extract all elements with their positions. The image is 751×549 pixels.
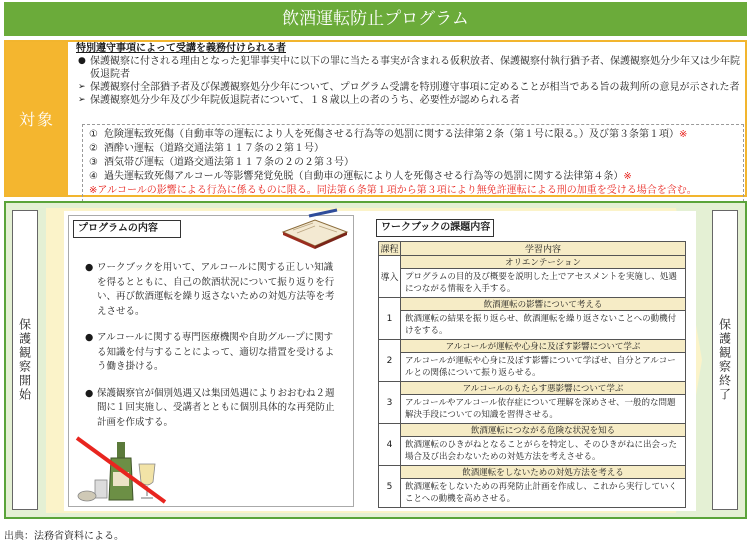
workbook-heading: ワークブックの課題内容 xyxy=(376,219,494,237)
content-column-header: 学習内容 xyxy=(401,242,686,256)
program-item xyxy=(85,387,341,431)
target-label: 対象 xyxy=(6,42,68,195)
probation-end-label: 保護観察終了 xyxy=(717,318,732,402)
probation-end-tag xyxy=(712,210,738,510)
crime-item xyxy=(89,156,737,170)
workbook-table xyxy=(378,241,686,508)
probation-start-tag xyxy=(12,210,38,510)
arrow-marker-icon: ➢ xyxy=(78,82,86,92)
table-row xyxy=(379,382,686,395)
crime-num: ① xyxy=(89,129,98,140)
unit-description: 飲酒運転の結果を振り返らせ、飲酒運転を繰り返さないことへの動機付けをする。 xyxy=(401,311,686,340)
course-num: 2 xyxy=(379,340,401,382)
table-header-row xyxy=(379,242,686,256)
table-row xyxy=(379,424,686,437)
unit-title: オリエンテーション xyxy=(401,256,686,269)
target-arrow-text-1: 保護観察付全部猶予者及び保護観察処分少年について、プログラム受講を特別遵守事項に定めることが相当である旨の裁判所の意見が示された者 xyxy=(90,82,740,93)
program-item-text: アルコールに関する専門医療機関や自助グループに関する知識を付与することによって、適切な措置を受けるよう働き掛ける。 xyxy=(97,332,335,372)
unit-title: 飲酒運転につながる危険な状況を知る xyxy=(401,424,686,437)
target-bullet-text: 保護観察に付される理由となった犯罪事実中に以下の罪に当たる事実が含まれる仮釈放者、保護観察付執行猶予者、保護観察処分少年又は少年院仮退院者 xyxy=(90,56,740,80)
unit-description: 飲酒運転をしないための再発防止計画を作成し、これから実行していくことへの動機を高めさせる。 xyxy=(401,479,686,508)
unit-description: アルコールが運転や心身に及ぼす影響について学ばせ、自分とアルコールとの関係について振り返らせる。 xyxy=(401,353,686,382)
probation-start-label: 保護観察開始 xyxy=(17,318,32,402)
crime-text: 危険運転致死傷（自動車等の運転により人を死傷させる行為等の処罰に関する法律第２条（第１号に限る。）及び第３条第１項） xyxy=(104,129,679,140)
target-arrow-text-2: 保護観察処分少年及び少年院仮退院者について、１８歳以上の者のうち、必要性が認められる者 xyxy=(90,95,520,106)
program-item-list xyxy=(85,261,341,442)
no-alcohol-icon xyxy=(73,434,169,504)
arrow-marker-icon: ➢ xyxy=(78,95,86,105)
unit-title: アルコールのもたらす悪影響について学ぶ xyxy=(401,382,686,395)
workbook-illustration-icon xyxy=(279,208,351,250)
target-section xyxy=(4,40,747,197)
table-row xyxy=(379,437,686,466)
target-heading: 特別遵守事項によって受講を義務付けられる者 xyxy=(76,43,286,54)
program-item-text: ワークブックを用いて、アルコールに関する正しい知識を得るとともに、自己の飲酒状況について振り返りを行い、再び飲酒運転を繰り返さないための対処方法等を考えさせる。 xyxy=(97,262,335,317)
bullet-marker: ● xyxy=(85,332,94,343)
course-column-header: 課程 xyxy=(379,242,401,256)
table-row xyxy=(379,353,686,382)
crime-num: ④ xyxy=(89,171,98,182)
bullet-marker: ● xyxy=(78,56,86,66)
course-num: 1 xyxy=(379,298,401,340)
table-row xyxy=(379,311,686,340)
workbook-box xyxy=(366,215,694,509)
crime-item xyxy=(89,128,737,142)
crime-note: ※アルコールの影響による行為に係るものに限る。同法第６条第１項から第３項により無免許運転による刑の加重を受ける場合を含む。 xyxy=(89,185,697,196)
crime-text: 過失運転致死傷アルコール等影響発覚免脱（自動車の運転により人を死傷させる行為等の処罰に関する法律第４条） xyxy=(104,171,624,182)
crime-num: ② xyxy=(89,143,98,154)
page-title: 飲酒運転防止プログラム xyxy=(4,2,747,36)
program-item xyxy=(85,331,341,375)
bullet-marker: ● xyxy=(85,262,94,273)
table-row xyxy=(379,256,686,269)
unit-title: 飲酒運転の影響について考える xyxy=(401,298,686,311)
crime-item xyxy=(89,170,737,184)
crime-text: 酒酔い運転（道路交通法第１１７条の２第１号） xyxy=(104,143,324,154)
target-arrow-line-2 xyxy=(76,94,744,107)
target-arrow-line-1 xyxy=(76,81,744,94)
table-row xyxy=(379,298,686,311)
program-content-heading: プログラムの内容 xyxy=(73,220,181,238)
table-row xyxy=(379,395,686,424)
unit-description: プログラムの目的及び概要を説明した上でアセスメントを実施し、処遇につながる情報を入手する。 xyxy=(401,269,686,298)
program-item-text: 保護観察官が個別処遇又は集団処遇によりおおむね２週間に１回実施し、受講者とともに個別具体的な再発防止計画を作成する。 xyxy=(97,387,335,428)
course-num: 3 xyxy=(379,382,401,424)
table-row xyxy=(379,340,686,353)
crime-mark: ※ xyxy=(679,129,688,140)
course-num: 4 xyxy=(379,424,401,466)
unit-title: 飲酒運転をしないための対処方法を考える xyxy=(401,466,686,479)
crime-text: 酒気帯び運転（道路交通法第１１７条の２の２第３号） xyxy=(104,157,354,168)
course-num: 5 xyxy=(379,466,401,508)
table-row xyxy=(379,269,686,298)
unit-description: アルコールやアルコール依存症について理解を深めさせ、一般的な問題解決手段についての知識を習得させる。 xyxy=(401,395,686,424)
bullet-marker: ● xyxy=(85,387,94,399)
crime-num: ③ xyxy=(89,157,98,168)
unit-description: 飲酒運転のひきがねとなることがらを特定し、そのひきがねに出会った場合及び出会わないための対処方法を考えさせる。 xyxy=(401,437,686,466)
table-row xyxy=(379,466,686,479)
program-item xyxy=(85,261,341,319)
program-content-box xyxy=(68,215,354,507)
target-content xyxy=(76,42,744,107)
unit-title: アルコールが運転や心身に及ぼす影響について学ぶ xyxy=(401,340,686,353)
crime-item xyxy=(89,142,737,156)
program-section xyxy=(4,201,747,519)
table-row xyxy=(379,479,686,508)
target-bullet-line xyxy=(76,55,744,81)
source-note: 出典：法務省資料による。 xyxy=(4,531,124,542)
course-num: 導入 xyxy=(379,256,401,298)
crime-mark: ※ xyxy=(623,171,632,182)
